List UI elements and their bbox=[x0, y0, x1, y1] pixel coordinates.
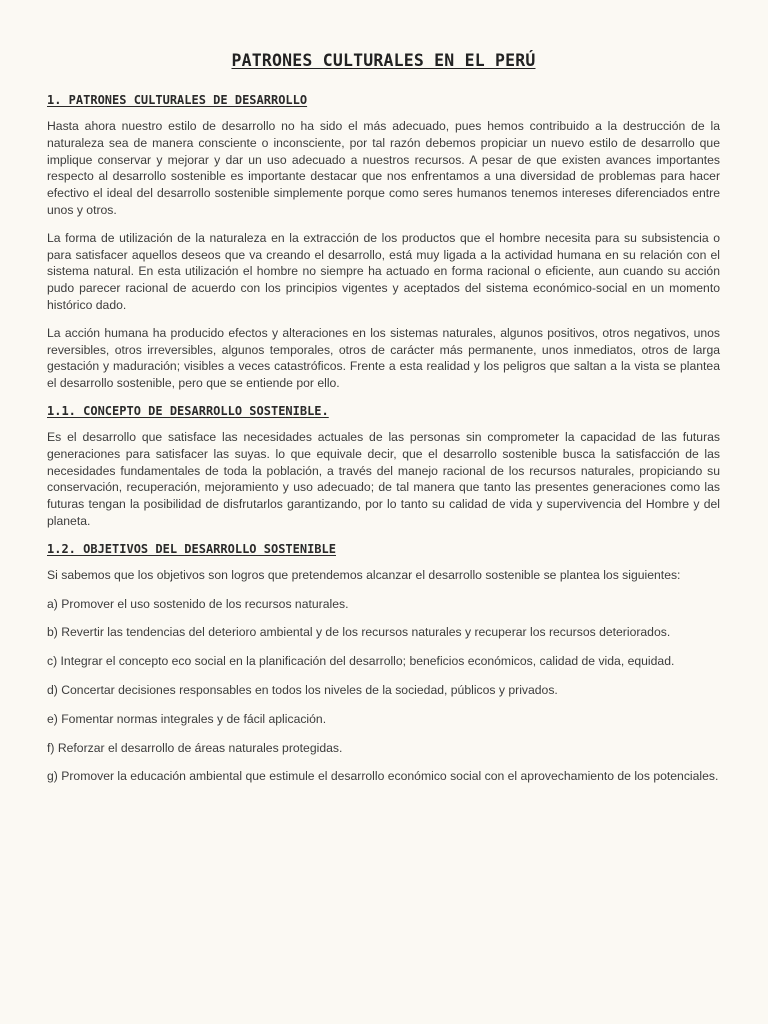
section-objetivos-desarrollo-sostenible bbox=[47, 541, 720, 785]
objectives-list bbox=[47, 596, 720, 786]
list-item: a) Promover el uso sostenido de los recursos naturales. bbox=[47, 596, 349, 611]
paragraph: Hasta ahora nuestro estilo de desarrollo no ha sido el más adecuado, pues hemos contribuido a la destrucción de la naturaleza sea de manera consciente o inconsciente, por tal razón debemos propiciar un nuevo estilo de desarrollo que implique conservar y mejorar y dar un uso adecuado a nuestros recursos. A pesar de que existen avances importantes respecto al desarrollo sostenible es importante destacar que nos enfrentamos a una diversidad de problemas para hacer efectivo el ideal del desarrollo sostenible simplemente porque como seres humanos tenemos intereses diferenciados entre unos y otros. bbox=[47, 119, 720, 217]
document-title-text: PATRONES CULTURALES EN EL PERÚ bbox=[231, 51, 536, 70]
list-item: d) Concertar decisiones responsables en todos los niveles de la sociedad, públicos y privados. bbox=[47, 682, 558, 697]
paragraph: La forma de utilización de la naturaleza en la extracción de los productos que el hombre necesita para su subsistencia o para satisfacer aquellos deseos que va creando el desarrollo, está muy ligada a la actividad humana en su relación con el sistema natural. En esta utilización el hombre no siempre ha actuado en forma racional o eficiente, aun cuando su acción pudo parecer racional de acuerdo con los principios vigentes y aceptados del sistema económico-social en un momento histórico dado. bbox=[47, 230, 720, 312]
paragraph: Es el desarrollo que satisface las necesidades actuales de las personas sin comprometer la capacidad de las futuras generaciones para satisfacer las suyas. lo que equivale decir, que el desarrollo sostenible busca la satisfacción de las necesidades fundamentales de toda la población, a través del manejo racional de los recursos naturales, propiciando su conservación, recuperación, mejoramiento y uso adecuado; de tal manera que tanto las presentes generaciones como las futuras tengan la posibilidad de disfrutarlos garantizando, por lo tanto su calidad de vida y supervivencia del Hombre y del planeta. bbox=[47, 429, 720, 528]
section-heading bbox=[47, 92, 720, 108]
objectives-intro: Si sabemos que los objetivos son logros que pretendemos alcanzar el desarrollo sostenible se plantea los siguientes: bbox=[47, 567, 681, 582]
paragraph: La acción humana ha producido efectos y alteraciones en los sistemas naturales, algunos positivos, otros negativos, unos reversibles, otros irreversibles, algunos temporales, otros de carácter más permanente, unos inmediatos, otros de larga gestación y maduración; visibles a veces catastróficos. Frente a esta realidad y los peligros que saltan a la vista se plantea el desarrollo sostenible, pero que se entiende por ello. bbox=[47, 325, 720, 391]
list-item: c) Integrar el concepto eco social en la planificación del desarrollo; beneficios económicos, calidad de vida, equidad. bbox=[47, 654, 675, 669]
section-concepto-desarrollo-sostenible bbox=[47, 403, 720, 530]
section-heading-text: 1.2. OBJETIVOS DEL DESARROLLO SOSTENIBLE bbox=[47, 541, 336, 556]
section-heading-text: 1.1. CONCEPTO DE DESARROLLO SOSTENIBLE. bbox=[47, 403, 329, 418]
section-heading bbox=[47, 403, 720, 419]
list-item: f) Reforzar el desarrollo de áreas naturales protegidas. bbox=[47, 740, 343, 755]
section-patrones-culturales bbox=[47, 92, 720, 392]
list-item: e) Fomentar normas integrales y de fácil aplicación. bbox=[47, 711, 327, 726]
list-item: g) Promover la educación ambiental que estimule el desarrollo económico social con el aprovechamiento de los potenciales. bbox=[47, 769, 719, 784]
document-title bbox=[47, 50, 720, 72]
section-heading-text: 1. PATRONES CULTURALES DE DESARROLLO bbox=[47, 93, 308, 107]
list-item: b) Revertir las tendencias del deterioro ambiental y de los recursos naturales y recuperar los recursos deteriorados. bbox=[47, 625, 671, 640]
section-heading bbox=[47, 541, 720, 557]
